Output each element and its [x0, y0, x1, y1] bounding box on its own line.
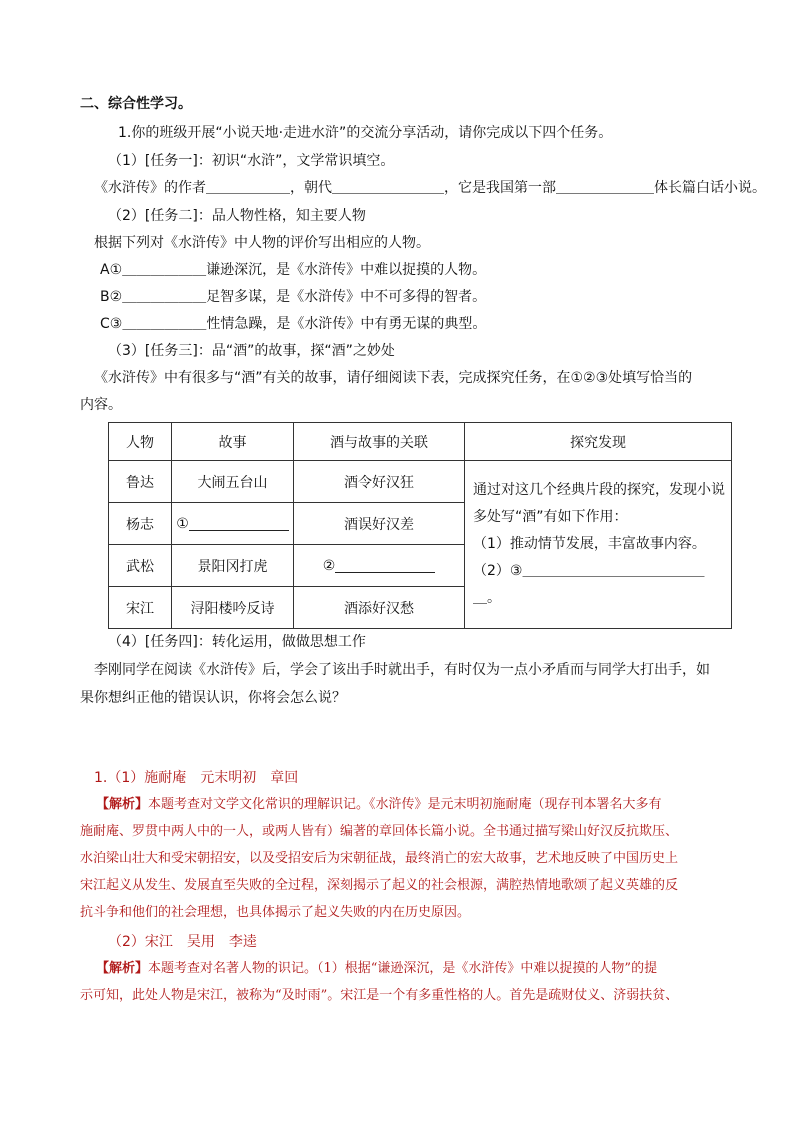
section-title: 二、综合性学习。	[80, 96, 192, 112]
table-row	[109, 461, 732, 503]
blank-line	[189, 516, 289, 531]
task2-item-a: A①＿＿＿＿＿＿谦逊深沉，是《水浒传》中难以捉摸的人物。	[100, 262, 487, 278]
relation-cell: 酒令好汉狂	[294, 461, 465, 503]
table-header-cell: 人物	[109, 423, 172, 461]
task1-heading: （1）[任务一]：初识“水浒”，文学常识填空。	[108, 153, 395, 169]
discovery-cell	[465, 461, 732, 629]
relation-cell: 酒误好汉差	[294, 503, 465, 545]
discovery-line: 多处写“酒”有如下作用：	[473, 509, 628, 525]
story-cell: 浔阳楼吟反诗	[172, 587, 294, 629]
answer1-line: 施耐庵、罗贯中两人中的一人，或两人皆有）编著的章回体长篇小说。全书通过描写梁山好汉反抗欺压、	[80, 824, 679, 839]
task2-intro: 根据下列对《水浒传》中人物的评价写出相应的人物。	[94, 235, 430, 251]
analysis-tag: 【解析】	[96, 961, 149, 976]
answer2-head: （2）宋江 吴用 李逵	[108, 934, 257, 950]
task4-line1: 李刚同学在阅读《水浒传》后，学会了该出手时就出手，有时仅为一点小矛盾而与同学大打出手，如	[94, 662, 710, 678]
task3-intro-line2: 内容。	[80, 397, 122, 413]
person-cell: 杨志	[109, 503, 172, 545]
wine-story-table	[108, 422, 732, 629]
task2-heading: （2）[任务二]：品人物性格，知主要人物	[108, 208, 366, 224]
discovery-line: 通过对这几个经典片段的探究，发现小说	[473, 482, 725, 498]
story-blank-cell	[172, 503, 294, 545]
person-cell: 武松	[109, 545, 172, 587]
task1-fill-line: 《水浒传》的作者＿＿＿＿＿＿，朝代＿＿＿＿＿＿＿＿，它是我国第一部＿＿＿＿＿＿＿体长篇白话小说。	[94, 180, 766, 196]
table-header-cell: 酒与故事的关联	[294, 423, 465, 461]
story-cell: 大闹五台山	[172, 461, 294, 503]
question-intro: 1.你的班级开展“小说天地·走进水浒”的交流分享活动，请你完成以下四个任务。	[118, 125, 613, 141]
analysis-tag: 【解析】	[96, 797, 149, 812]
task4-heading: （4）[任务四]：转化运用，做做思想工作	[108, 634, 366, 650]
relation-blank-cell	[294, 545, 465, 587]
table-header-cell: 故事	[172, 423, 294, 461]
blank-line	[335, 558, 435, 573]
task3-heading: （3）[任务三]：品“酒”的故事，探“酒”之妙处	[108, 343, 395, 359]
table-header-cell: 探究发现	[465, 423, 732, 461]
task2-item-b: B②＿＿＿＿＿＿足智多谋，是《水浒传》中不可多得的智者。	[100, 289, 487, 305]
table-header-row	[109, 423, 732, 461]
task2-item-c: C③＿＿＿＿＿＿性情急躁，是《水浒传》中有勇无谋的典型。	[100, 316, 487, 332]
person-cell: 鲁达	[109, 461, 172, 503]
person-cell: 宋江	[109, 587, 172, 629]
blank-marker: ①	[176, 515, 189, 532]
task4-line2: 果你想纠正他的错误认识，你将会怎么说？	[80, 690, 346, 706]
discovery-line: （2）③＿＿＿＿＿＿＿＿＿＿＿＿＿＿。	[473, 563, 705, 606]
answer1-line: 抗斗争和他们的社会理想，也具体揭示了起义失败的内在历史原因。	[80, 905, 471, 920]
answer1-head: 1.（1）施耐庵 元末明初 章回	[94, 770, 299, 786]
relation-cell: 酒添好汉愁	[294, 587, 465, 629]
answer2-line: 【解析】本题考查对名著人物的识记。（1）根据“谦逊深沉，是《水浒传》中难以捉摸的人物”的提	[96, 961, 658, 976]
story-cell: 景阳冈打虎	[172, 545, 294, 587]
answer2-line: 示可知，此处人物是宋江，被称为“及时雨”。宋江是一个有多重性格的人。首先是疏财仗义、济弱扶贫、	[80, 988, 679, 1003]
answer1-line: 水泊梁山壮大和受宋朝招安，以及受招安后为宋朝征战，最终消亡的宏大故事，艺术地反映了中国历史上	[80, 851, 679, 866]
answer1-line: 宋江起义从发生、发展直至失败的全过程，深刻揭示了起义的社会根源，满腔热情地歌颂了起义英雄的反	[80, 878, 679, 893]
discovery-line: （1）推动情节发展，丰富故事内容。	[473, 536, 706, 552]
task3-intro-line1: 《水浒传》中有很多与“酒”有关的故事，请仔细阅读下表，完成探究任务，在①②③处填写恰当的	[94, 370, 693, 386]
blank-marker: ②	[322, 557, 336, 574]
answer1-line: 【解析】本题考查对文学文化常识的理解识记。《水浒传》是元末明初施耐庵（现存刊本署名大多有	[96, 797, 662, 812]
